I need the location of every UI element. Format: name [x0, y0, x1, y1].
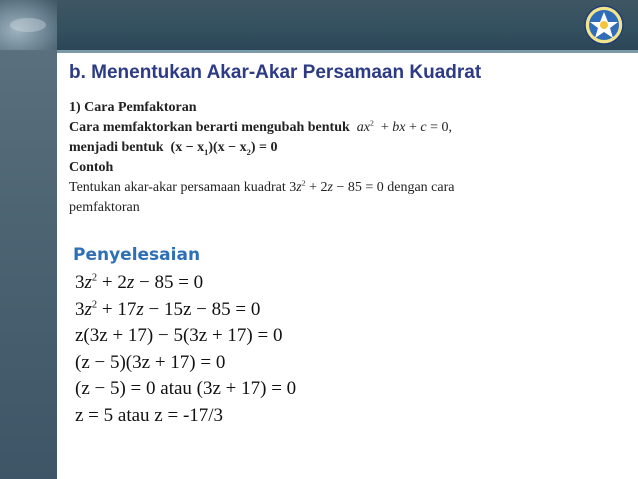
solution-step-3: z(3z + 17) − 5(3z + 17) = 0	[75, 325, 283, 346]
var-z: z	[126, 272, 135, 293]
slide-title: b. Menentukan Akar-Akar Persamaan Kuadrat	[69, 62, 482, 83]
method-heading: 1) Cara Pemfaktoran	[69, 100, 197, 115]
problem-line-2: pemfaktoran	[69, 200, 140, 215]
term-c: c	[420, 120, 427, 135]
problem-line-1	[69, 178, 579, 198]
var-z: z	[136, 298, 144, 320]
coef: 3	[75, 272, 85, 293]
factor-part-3: ) = 0	[250, 140, 278, 155]
term: − 15z − 85 = 0	[143, 298, 261, 320]
term: − 85 = 0	[134, 272, 204, 293]
method-line-2	[69, 138, 579, 158]
slide-content	[57, 53, 638, 479]
coef: 3	[75, 298, 85, 320]
term: + 2	[97, 272, 127, 293]
subscript-1: 1	[204, 147, 209, 157]
solution-steps	[75, 270, 296, 429]
problem-text-a: Tentukan akar-akar persamaan kuadrat 3	[69, 180, 297, 195]
plus-sign: +	[408, 120, 417, 135]
problem-var-z: z	[296, 180, 302, 195]
problem-var-z2: z	[327, 180, 333, 195]
problem-text-c: − 85 = 0 dengan cara	[332, 180, 455, 195]
plus-sign: +	[380, 120, 389, 135]
solution-step-2	[75, 297, 296, 324]
header-photo	[0, 0, 57, 50]
method-box	[69, 98, 579, 218]
equals-zero: = 0,	[430, 120, 452, 135]
contoh-label: Contoh	[69, 160, 114, 175]
method-line-2-text: menjadi bentuk	[69, 140, 164, 155]
exponent: 2	[91, 272, 98, 284]
left-decorative-rail	[0, 0, 57, 479]
term: + 17	[97, 298, 137, 320]
subscript-2: 2	[246, 147, 251, 157]
solution-label: Penyelesaian	[73, 245, 201, 265]
term-bx: bx	[392, 120, 406, 135]
solution-step-1	[75, 270, 296, 297]
exponent: 2	[370, 118, 374, 128]
var-z: z	[84, 298, 92, 320]
problem-text-b: + 2	[305, 180, 328, 195]
term-ax: ax	[356, 120, 370, 135]
problem-exponent: 2	[301, 178, 306, 188]
emblem-logo-icon	[584, 5, 624, 45]
method-line-1	[69, 118, 579, 138]
factor-part-1: (x − x	[170, 140, 205, 155]
factor-part-2: )(x − x	[208, 140, 247, 155]
header-bar	[0, 0, 638, 50]
var-z: z	[84, 272, 92, 293]
solution-step-5: (z − 5) = 0 atau (3z + 17) = 0	[75, 378, 297, 399]
solution-step-6: z = 5 atau z = -17/3	[75, 404, 224, 426]
solution-step-4: (z − 5)(3z + 17) = 0	[75, 351, 226, 373]
exponent: 2	[91, 299, 98, 311]
method-line-1-text: Cara memfaktorkan berarti mengubah bentuk	[69, 120, 350, 135]
